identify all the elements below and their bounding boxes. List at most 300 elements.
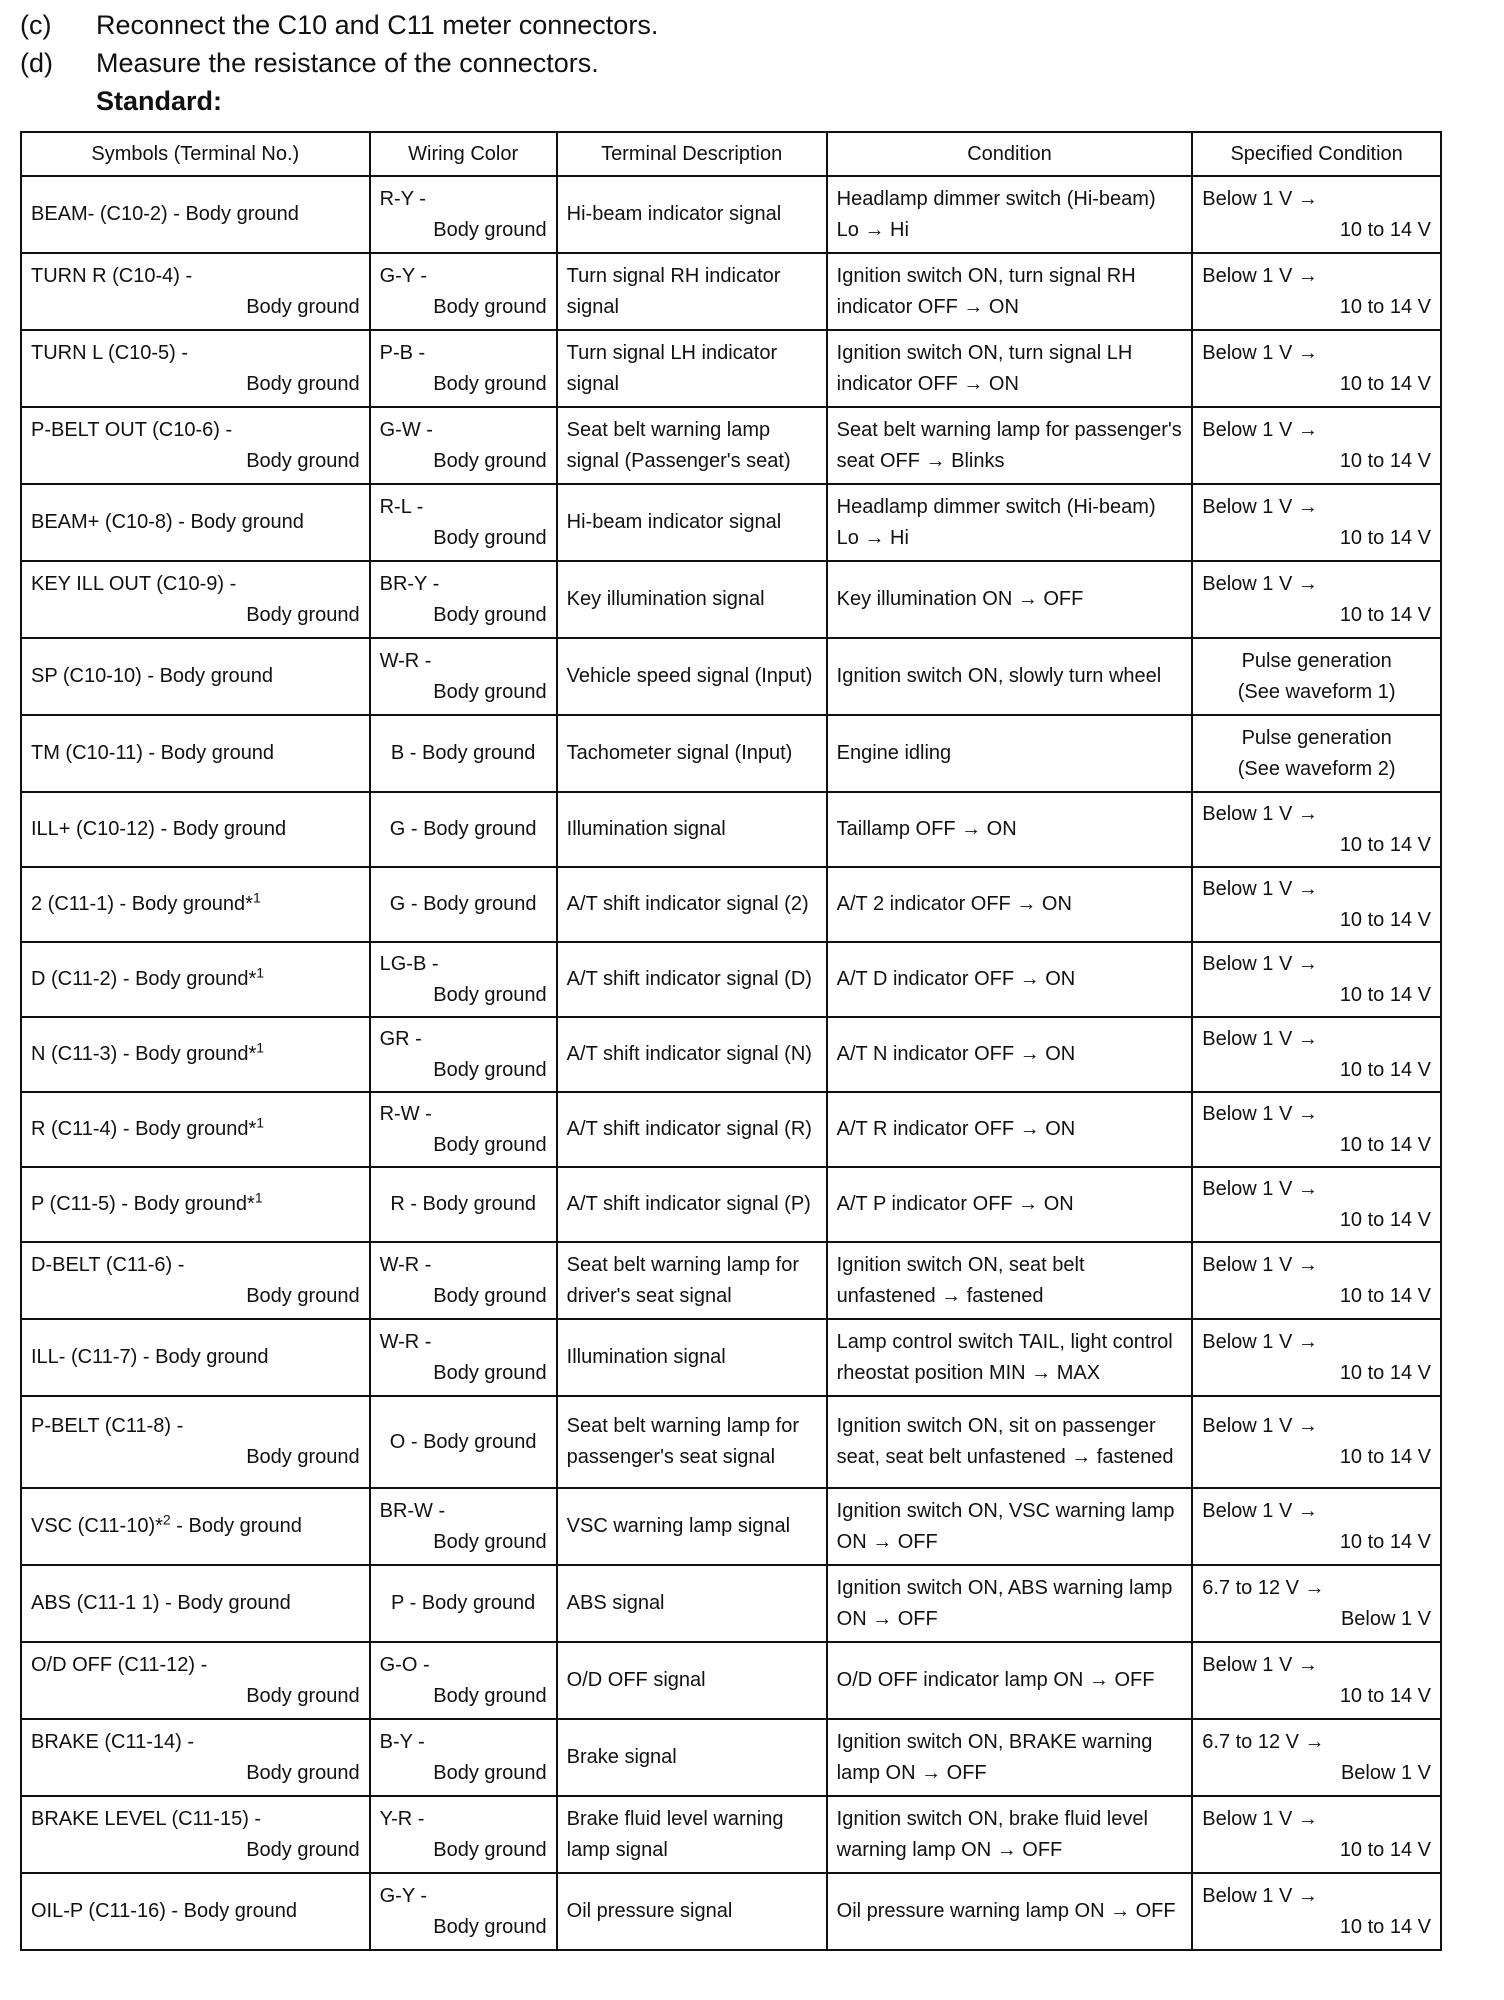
spec-value-to: Below 1 V xyxy=(1340,1761,1431,1784)
symbol-text xyxy=(31,569,360,600)
cell-terminal-description: Key illumination signal xyxy=(557,561,827,638)
symbol-text xyxy=(31,661,360,692)
symbol-main: P-BELT (C11-8) - xyxy=(31,1415,184,1437)
wire-ground: Body ground xyxy=(433,372,547,395)
table-row xyxy=(21,1796,1441,1873)
cell-wiring-color xyxy=(370,638,557,715)
wire-color: B - Body ground xyxy=(390,742,536,764)
cell-symbol xyxy=(21,253,370,330)
spec-value-to: 10 to 14 V xyxy=(1339,1208,1431,1231)
cell-terminal-description: Seat belt warning lamp signal (Passenger's seat) xyxy=(557,407,827,484)
symbol-text xyxy=(31,738,360,769)
table-row xyxy=(21,1488,1441,1565)
step-letter: (c) xyxy=(20,10,52,40)
cell-condition: Ignition switch ON, ABS warning lamp ON → OFF xyxy=(827,1565,1193,1642)
cell-symbol xyxy=(21,1873,370,1950)
footnote-marker: 1 xyxy=(256,964,265,981)
step-text: Measure the resistance of the connectors. xyxy=(96,48,599,78)
wire-ground: Body ground xyxy=(433,680,547,703)
wire-color: W-R - xyxy=(379,1330,432,1353)
spec-value-from: Below 1 V → xyxy=(1202,1102,1318,1125)
symbol-ground: Body ground xyxy=(246,1684,360,1707)
wire-color: Y-R - xyxy=(379,1807,425,1830)
symbol-main: OIL-P (C11-16) - Body ground xyxy=(31,1900,298,1922)
cell-specified-condition xyxy=(1192,1242,1441,1319)
wire-ground: Body ground xyxy=(433,526,547,549)
symbol-ground: Body ground xyxy=(246,1838,360,1861)
table-row xyxy=(21,1319,1441,1396)
wire-ground: Body ground xyxy=(433,1684,547,1707)
cell-wiring-color xyxy=(370,1167,557,1242)
symbol-text xyxy=(31,814,360,845)
cell-wiring-color xyxy=(370,942,557,1017)
spec-value-from: Below 1 V → xyxy=(1202,187,1318,210)
spec-value-from: Below 1 V → xyxy=(1202,341,1318,364)
wire-ground: Body ground xyxy=(433,1058,547,1081)
cell-terminal-description: Oil pressure signal xyxy=(557,1873,827,1950)
cell-symbol xyxy=(21,1167,370,1242)
cell-terminal-description: ABS signal xyxy=(557,1565,827,1642)
cell-terminal-description: Illumination signal xyxy=(557,1319,827,1396)
cell-terminal-description: O/D OFF signal xyxy=(557,1642,827,1719)
wire-ground: Body ground xyxy=(433,1530,547,1553)
cell-specified-condition xyxy=(1192,638,1441,715)
table-row xyxy=(21,942,1441,1017)
symbol-main: BEAM+ (C10-8) - Body ground xyxy=(31,511,304,533)
wire-color: R-L - xyxy=(379,495,424,518)
cell-symbol xyxy=(21,407,370,484)
cell-condition: Headlamp dimmer switch (Hi-beam) Lo → Hi xyxy=(827,484,1193,561)
cell-terminal-description: Illumination signal xyxy=(557,792,827,867)
standard-label: Standard: xyxy=(96,86,223,116)
cell-symbol xyxy=(21,330,370,407)
cell-specified-condition xyxy=(1192,1719,1441,1796)
table-row xyxy=(21,330,1441,407)
table-row xyxy=(21,1873,1441,1950)
cell-wiring-color xyxy=(370,1396,557,1488)
symbol-text xyxy=(31,1342,360,1373)
cell-specified-condition xyxy=(1192,1017,1441,1092)
wire-color: R-Y - xyxy=(379,187,426,210)
cell-wiring-color xyxy=(370,867,557,942)
symbol-main: BRAKE LEVEL (C11-15) - xyxy=(31,1807,262,1830)
cell-symbol xyxy=(21,1319,370,1396)
table-row xyxy=(21,484,1441,561)
cell-specified-condition xyxy=(1192,792,1441,867)
spec-value-to: Below 1 V xyxy=(1340,1607,1431,1630)
spec-value-to: 10 to 14 V xyxy=(1339,1915,1431,1938)
spec-value-from: Below 1 V → xyxy=(1202,802,1318,825)
wire-color: LG-B - xyxy=(379,952,439,975)
spec-value-from: Below 1 V → xyxy=(1202,418,1318,441)
wire-ground: Body ground xyxy=(433,218,547,241)
cell-symbol xyxy=(21,1092,370,1167)
cell-symbol xyxy=(21,867,370,942)
symbol-main: TURN R (C10-4) - xyxy=(31,264,193,287)
symbol-ground: Body ground xyxy=(246,1284,360,1307)
symbol-ground: Body ground xyxy=(246,1761,360,1784)
cell-specified-condition xyxy=(1192,1873,1441,1950)
table-row xyxy=(21,1017,1441,1092)
symbol-ground: Body ground xyxy=(246,603,360,626)
cell-wiring-color xyxy=(370,1873,557,1950)
cell-terminal-description: A/T shift indicator signal (P) xyxy=(557,1167,827,1242)
wire-color: B-Y - xyxy=(379,1730,425,1753)
cell-condition: Ignition switch ON, turn signal LH indicator OFF → ON xyxy=(827,330,1193,407)
spec-value-from: Below 1 V → xyxy=(1202,1330,1318,1353)
cell-condition: Ignition switch ON, VSC warning lamp ON → OFF xyxy=(827,1488,1193,1565)
wire-color: W-R - xyxy=(379,649,432,672)
symbol-text xyxy=(31,964,360,995)
spec-value-from: Below 1 V → xyxy=(1202,495,1318,518)
cell-specified-condition xyxy=(1192,867,1441,942)
cell-terminal-description: Tachometer signal (Input) xyxy=(557,715,827,792)
symbol-main: KEY ILL OUT (C10-9) - xyxy=(31,572,237,595)
symbol-main: BRAKE (C11-14) - xyxy=(31,1730,195,1753)
header-wiring-color: Wiring Color xyxy=(370,132,557,176)
table-row xyxy=(21,253,1441,330)
cell-condition: Ignition switch ON, seat belt unfastened → fastened xyxy=(827,1242,1193,1319)
cell-specified-condition xyxy=(1192,484,1441,561)
cell-condition: Taillamp OFF → ON xyxy=(827,792,1193,867)
spec-value-from: Below 1 V → xyxy=(1202,264,1318,287)
symbol-main: ABS (C11-1 1) - Body ground xyxy=(31,1592,291,1614)
wire-color: G - Body ground xyxy=(389,818,537,840)
cell-wiring-color xyxy=(370,1565,557,1642)
wire-ground: Body ground xyxy=(433,1361,547,1384)
cell-condition: Ignition switch ON, slowly turn wheel xyxy=(827,638,1193,715)
header-specified-condition: Specified Condition xyxy=(1192,132,1441,176)
spec-value-from: Below 1 V → xyxy=(1202,1884,1318,1907)
symbol-text xyxy=(31,1411,360,1442)
symbol-text xyxy=(31,1588,360,1619)
standard-table xyxy=(20,131,1442,1951)
cell-specified-condition xyxy=(1192,1167,1441,1242)
spec-value-to: 10 to 14 V xyxy=(1339,1446,1431,1468)
cell-symbol xyxy=(21,1642,370,1719)
cell-symbol xyxy=(21,1796,370,1873)
table-row xyxy=(21,1242,1441,1319)
table-row xyxy=(21,715,1441,792)
spec-value-from: Below 1 V → xyxy=(1202,877,1318,900)
wire-color: O - Body ground xyxy=(389,1430,537,1453)
cell-terminal-description: A/T shift indicator signal (R) xyxy=(557,1092,827,1167)
spec-value-to: 10 to 14 V xyxy=(1339,983,1431,1006)
cell-wiring-color xyxy=(370,407,557,484)
wire-ground: Body ground xyxy=(433,295,547,318)
spec-value-from: Below 1 V → xyxy=(1202,1415,1318,1437)
spec-value-from: 6.7 to 12 V → xyxy=(1202,1730,1325,1753)
cell-symbol xyxy=(21,561,370,638)
wire-ground: Body ground xyxy=(433,1284,547,1307)
spec-value-from: Below 1 V → xyxy=(1202,1653,1318,1676)
cell-condition: Lamp control switch TAIL, light control rheostat position MIN → MAX xyxy=(827,1319,1193,1396)
cell-wiring-color xyxy=(370,330,557,407)
symbol-main: BEAM- (C10-2) - Body ground xyxy=(31,203,299,225)
cell-specified-condition xyxy=(1192,1488,1441,1565)
symbol-main: ILL- (C11-7) - Body ground xyxy=(31,1346,269,1368)
header-terminal-description: Terminal Description xyxy=(557,132,827,176)
spec-value-from: Pulse generation xyxy=(1241,726,1392,749)
cell-condition: Ignition switch ON, sit on passenger seat, seat belt unfastened → fastened xyxy=(827,1396,1193,1488)
symbol-main: N (C11-3) - Body ground* xyxy=(31,1043,257,1065)
procedure-header xyxy=(20,6,1460,120)
cell-terminal-description: Seat belt warning lamp for passenger's seat signal xyxy=(557,1396,827,1488)
symbol-main: D-BELT (C11-6) - xyxy=(31,1253,185,1276)
cell-terminal-description: A/T shift indicator signal (N) xyxy=(557,1017,827,1092)
wire-color: G-W - xyxy=(379,418,433,441)
table-header-row xyxy=(21,132,1441,176)
spec-value-from: Below 1 V → xyxy=(1202,1253,1318,1276)
wire-ground: Body ground xyxy=(433,1133,547,1156)
table-row xyxy=(21,792,1441,867)
table-row xyxy=(21,1642,1441,1719)
cell-wiring-color xyxy=(370,792,557,867)
cell-symbol xyxy=(21,1488,370,1565)
cell-terminal-description: Turn signal RH indicator signal xyxy=(557,253,827,330)
cell-wiring-color xyxy=(370,484,557,561)
wire-ground: Body ground xyxy=(433,603,547,626)
cell-specified-condition xyxy=(1192,176,1441,253)
spec-value-from: Below 1 V → xyxy=(1202,1177,1318,1200)
cell-symbol xyxy=(21,1017,370,1092)
header-condition: Condition xyxy=(827,132,1193,176)
wire-color: P - Body ground xyxy=(391,1592,536,1614)
wire-color: G-Y - xyxy=(379,264,428,287)
cell-condition: Oil pressure warning lamp ON → OFF xyxy=(827,1873,1193,1950)
spec-value-to: 10 to 14 V xyxy=(1339,1530,1431,1553)
spec-value-to: 10 to 14 V xyxy=(1339,1838,1431,1861)
spec-value-to: 10 to 14 V xyxy=(1339,1684,1431,1707)
symbol-text xyxy=(31,261,360,292)
symbol-text xyxy=(31,1896,360,1927)
symbol-text xyxy=(31,1250,360,1281)
cell-terminal-description: Turn signal LH indicator signal xyxy=(557,330,827,407)
cell-wiring-color xyxy=(370,176,557,253)
spec-value-to: 10 to 14 V xyxy=(1339,1361,1431,1384)
footnote-marker: 1 xyxy=(252,889,261,906)
cell-symbol xyxy=(21,792,370,867)
cell-symbol xyxy=(21,715,370,792)
cell-wiring-color xyxy=(370,1319,557,1396)
cell-specified-condition xyxy=(1192,1396,1441,1488)
spec-value-from: Below 1 V → xyxy=(1202,1807,1318,1830)
cell-wiring-color xyxy=(370,1092,557,1167)
cell-terminal-description: Hi-beam indicator signal xyxy=(557,176,827,253)
cell-condition: Engine idling xyxy=(827,715,1193,792)
symbol-text xyxy=(31,1114,360,1145)
cell-symbol xyxy=(21,942,370,1017)
cell-symbol xyxy=(21,1242,370,1319)
spec-value-to: 10 to 14 V xyxy=(1339,218,1431,241)
wire-color: BR-Y - xyxy=(379,572,440,595)
cell-terminal-description: A/T shift indicator signal (2) xyxy=(557,867,827,942)
spec-value-from: Below 1 V → xyxy=(1202,1499,1318,1522)
header-symbols: Symbols (Terminal No.) xyxy=(21,132,370,176)
symbol-ground: Body ground xyxy=(246,295,360,318)
spec-value-from: Below 1 V → xyxy=(1202,952,1318,975)
cell-condition: O/D OFF indicator lamp ON → OFF xyxy=(827,1642,1193,1719)
step-d xyxy=(20,44,1460,82)
table-row xyxy=(21,1565,1441,1642)
symbol-text xyxy=(31,1511,360,1542)
symbol-text xyxy=(31,338,360,369)
symbol-ground: Body ground xyxy=(246,372,360,395)
cell-terminal-description: Vehicle speed signal (Input) xyxy=(557,638,827,715)
spec-value-to: 10 to 14 V xyxy=(1339,603,1431,626)
table-row xyxy=(21,638,1441,715)
cell-condition: Key illumination ON → OFF xyxy=(827,561,1193,638)
cell-condition: Ignition switch ON, brake fluid level warning lamp ON → OFF xyxy=(827,1796,1193,1873)
cell-specified-condition xyxy=(1192,715,1441,792)
cell-wiring-color xyxy=(370,1642,557,1719)
cell-condition: Headlamp dimmer switch (Hi-beam) Lo → Hi xyxy=(827,176,1193,253)
cell-wiring-color xyxy=(370,253,557,330)
cell-terminal-description: Brake fluid level warning lamp signal xyxy=(557,1796,827,1873)
table-row xyxy=(21,407,1441,484)
spec-value-to: (See waveform 2) xyxy=(1237,757,1396,780)
cell-specified-condition xyxy=(1192,1642,1441,1719)
symbol-main: P (C11-5) - Body ground* xyxy=(31,1193,255,1215)
spec-value-to: 10 to 14 V xyxy=(1339,1284,1431,1307)
symbol-text xyxy=(31,1039,360,1070)
symbol-text xyxy=(31,1650,360,1681)
symbol-main: R (C11-4) - Body ground* xyxy=(31,1118,257,1140)
cell-wiring-color xyxy=(370,1719,557,1796)
cell-specified-condition xyxy=(1192,1092,1441,1167)
cell-condition: Seat belt warning lamp for passenger's seat OFF → Blinks xyxy=(827,407,1193,484)
cell-specified-condition xyxy=(1192,1565,1441,1642)
table-body xyxy=(21,176,1441,1950)
cell-wiring-color xyxy=(370,1488,557,1565)
symbol-main: TM (C10-11) - Body ground xyxy=(31,742,275,764)
cell-wiring-color xyxy=(370,715,557,792)
cell-wiring-color xyxy=(370,1242,557,1319)
table-row xyxy=(21,1719,1441,1796)
cell-terminal-description: VSC warning lamp signal xyxy=(557,1488,827,1565)
symbol-text xyxy=(31,199,360,230)
symbol-main: D (C11-2) - Body ground* xyxy=(31,968,257,990)
cell-symbol xyxy=(21,176,370,253)
symbol-main: 2 (C11-1) - Body ground* xyxy=(31,893,253,915)
spec-value-to: (See waveform 1) xyxy=(1237,680,1396,703)
wire-color: W-R - xyxy=(379,1253,432,1276)
spec-value-to: 10 to 14 V xyxy=(1339,449,1431,472)
cell-symbol xyxy=(21,1565,370,1642)
symbol-ground: Body ground xyxy=(246,1446,360,1468)
cell-condition: Ignition switch ON, BRAKE warning lamp ON → OFF xyxy=(827,1719,1193,1796)
spec-value-from: Below 1 V → xyxy=(1202,572,1318,595)
cell-condition: A/T R indicator OFF → ON xyxy=(827,1092,1193,1167)
footnote-marker: 1 xyxy=(256,1039,265,1056)
cell-terminal-description: Brake signal xyxy=(557,1719,827,1796)
table-row xyxy=(21,1396,1441,1488)
wire-color: G - Body ground xyxy=(389,893,537,915)
step-text: Reconnect the C10 and C11 meter connectors. xyxy=(96,10,659,40)
wire-color: P-B - xyxy=(379,341,426,364)
wire-ground: Body ground xyxy=(433,1838,547,1861)
cell-terminal-description: Seat belt warning lamp for driver's seat signal xyxy=(557,1242,827,1319)
wire-color: R-W - xyxy=(379,1102,432,1125)
spec-value-to: 10 to 14 V xyxy=(1339,833,1431,856)
symbol-ground: Body ground xyxy=(246,449,360,472)
symbol-text xyxy=(31,1804,360,1835)
cell-terminal-description: A/T shift indicator signal (D) xyxy=(557,942,827,1017)
cell-specified-condition xyxy=(1192,1319,1441,1396)
wire-ground: Body ground xyxy=(433,1915,547,1938)
table-row xyxy=(21,867,1441,942)
wire-ground: Body ground xyxy=(433,1761,547,1784)
cell-terminal-description: Hi-beam indicator signal xyxy=(557,484,827,561)
table-row xyxy=(21,561,1441,638)
spec-value-to: 10 to 14 V xyxy=(1339,526,1431,549)
wire-ground: Body ground xyxy=(433,449,547,472)
footnote-marker: 1 xyxy=(254,1189,263,1206)
cell-wiring-color xyxy=(370,1017,557,1092)
table-row xyxy=(21,1092,1441,1167)
symbol-text xyxy=(31,889,360,920)
symbol-suffix: - Body ground xyxy=(170,1515,302,1537)
cell-symbol xyxy=(21,484,370,561)
cell-wiring-color xyxy=(370,1796,557,1873)
spec-value-from: Pulse generation xyxy=(1241,649,1392,672)
cell-condition: A/T D indicator OFF → ON xyxy=(827,942,1193,1017)
cell-condition: Ignition switch ON, turn signal RH indicator OFF → ON xyxy=(827,253,1193,330)
footnote-marker: 1 xyxy=(256,1114,265,1131)
symbol-main: O/D OFF (C11-12) - xyxy=(31,1653,208,1676)
spec-value-to: 10 to 14 V xyxy=(1339,372,1431,395)
cell-wiring-color xyxy=(370,561,557,638)
cell-specified-condition xyxy=(1192,330,1441,407)
spec-value-to: 10 to 14 V xyxy=(1339,295,1431,318)
wire-color: BR-W - xyxy=(379,1499,446,1522)
spec-value-to: 10 to 14 V xyxy=(1339,1133,1431,1156)
spec-value-from: Below 1 V → xyxy=(1202,1027,1318,1050)
symbol-main: P-BELT OUT (C10-6) - xyxy=(31,418,233,441)
wire-color: GR - xyxy=(379,1027,422,1050)
symbol-main: ILL+ (C10-12) - Body ground xyxy=(31,818,287,840)
symbol-text xyxy=(31,1189,360,1220)
cell-symbol xyxy=(21,1396,370,1488)
cell-condition: A/T 2 indicator OFF → ON xyxy=(827,867,1193,942)
symbol-main: SP (C10-10) - Body ground xyxy=(31,665,273,687)
symbol-text xyxy=(31,415,360,446)
cell-symbol xyxy=(21,638,370,715)
cell-specified-condition xyxy=(1192,1796,1441,1873)
cell-specified-condition xyxy=(1192,253,1441,330)
spec-value-from: 6.7 to 12 V → xyxy=(1202,1576,1325,1599)
table-row xyxy=(21,1167,1441,1242)
cell-symbol xyxy=(21,1719,370,1796)
cell-specified-condition xyxy=(1192,407,1441,484)
wire-ground: Body ground xyxy=(433,983,547,1006)
footnote-marker: 2 xyxy=(162,1511,171,1528)
cell-specified-condition xyxy=(1192,561,1441,638)
symbol-text xyxy=(31,507,360,538)
step-letter: (d) xyxy=(20,48,53,78)
step-c xyxy=(20,6,1460,44)
spec-value-to: 10 to 14 V xyxy=(1339,908,1431,931)
cell-condition: A/T P indicator OFF → ON xyxy=(827,1167,1193,1242)
symbol-main: TURN L (C10-5) - xyxy=(31,341,189,364)
spec-value-to: 10 to 14 V xyxy=(1339,1058,1431,1081)
wire-color: R - Body ground xyxy=(390,1193,536,1215)
cell-condition: A/T N indicator OFF → ON xyxy=(827,1017,1193,1092)
wire-color: G-Y - xyxy=(379,1884,428,1907)
symbol-text xyxy=(31,1727,360,1758)
symbol-main: VSC (C11-10)* xyxy=(31,1515,163,1537)
cell-specified-condition xyxy=(1192,942,1441,1017)
